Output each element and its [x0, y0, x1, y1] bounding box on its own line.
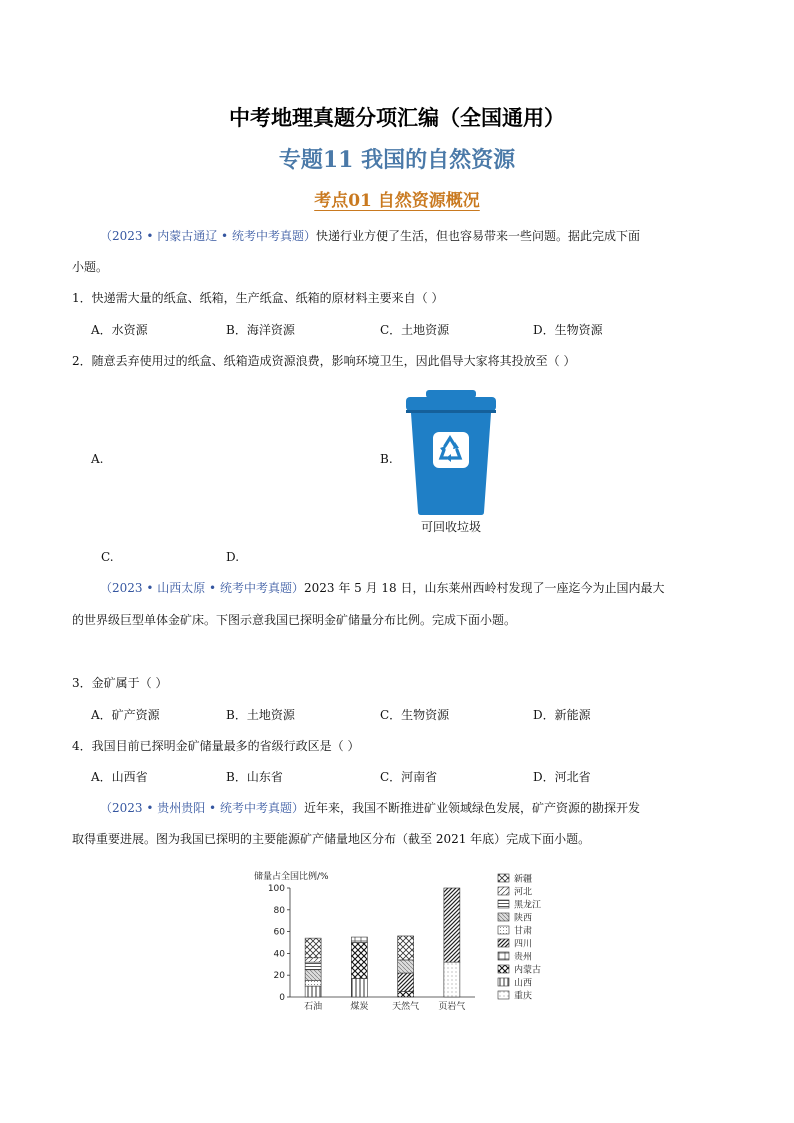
chart-y-axis-label: 储量占全国比例/% — [254, 872, 329, 882]
chart-bar-segment — [398, 960, 414, 973]
question-1-option-c[interactable]: C．土地资源 — [380, 323, 450, 337]
section-title-text: 考点01 自然资源概况 — [314, 191, 480, 211]
chart-y-tick-label: 40 — [273, 949, 285, 960]
page-title: 中考地理真题分项汇编（全国通用） — [229, 106, 565, 130]
question-1-option-a[interactable]: A．水资源 — [91, 323, 148, 337]
chart-legend-swatch — [498, 978, 509, 986]
chart-bar-segment — [398, 973, 414, 992]
question-3-option-c[interactable]: C．生物资源 — [380, 708, 450, 722]
intro2-line2: 的世界级巨型单体金矿床。下图示意我国已探明金矿储量分布比例。完成下面小题。 — [72, 613, 517, 627]
chart-legend-label: 内蒙古 — [514, 965, 542, 976]
chart-legend-swatch — [498, 991, 509, 999]
intro3-source: （2023 • 贵州贵阳 • 统考中考真题） — [100, 801, 304, 815]
recycle-bin-image[interactable] — [404, 388, 498, 534]
chart-bar-segment — [351, 978, 367, 997]
chart-bar-segment — [305, 986, 321, 997]
chart-y-tick-label: 80 — [273, 905, 285, 916]
chart-x-tick-label: 石油 — [304, 1002, 323, 1012]
question-4-option-a[interactable]: A．山西省 — [91, 770, 148, 784]
chart-bar-segment — [351, 937, 367, 942]
question-4-option-c[interactable]: C．河南省 — [380, 770, 438, 784]
question-1-stem: 1．快递需大量的纸盒、纸箱，生产纸盒、纸箱的原材料主要来自（ ） — [72, 291, 444, 305]
question-3-option-a[interactable]: A．矿产资源 — [91, 708, 160, 722]
question-2-option-d[interactable]: D. — [226, 550, 240, 564]
question-2-option-c[interactable]: C. — [101, 550, 114, 564]
chart-legend-label: 黑龙江 — [514, 900, 542, 911]
question-3-option-d[interactable]: D．新能源 — [533, 708, 591, 722]
chart-legend-swatch — [498, 952, 509, 960]
question-1-option-b[interactable]: B．海洋资源 — [226, 323, 295, 337]
chart-bar-segment — [398, 936, 414, 960]
chart-legend-label: 甘肃 — [514, 926, 533, 937]
question-2-stem: 2．随意丢弃使用过的纸盒、纸箱造成资源浪费，影响环境卫生，因此倡导大家将其投放至（ ） — [72, 354, 576, 368]
energy-reserve-chart — [250, 866, 550, 1016]
intro2-line1 — [100, 579, 665, 597]
chart-legend-swatch — [498, 887, 509, 895]
recycle-bin-drawing — [404, 388, 498, 516]
chart-bar-segment — [305, 981, 321, 986]
question-4-stem: 4．我国目前已探明金矿储量最多的省级行政区是（ ） — [72, 739, 360, 753]
section-title — [0, 186, 794, 211]
chart-legend-swatch — [498, 926, 509, 934]
chart-legend-swatch — [498, 900, 509, 908]
chart-bar-segment — [398, 992, 414, 997]
chart-bar-segment — [305, 938, 321, 958]
chart-x-tick-label: 煤炭 — [350, 1002, 369, 1012]
intro1-line2: 小题。 — [72, 260, 109, 274]
chart-y-tick-label: 0 — [279, 993, 285, 1003]
intro3-line1 — [100, 799, 640, 817]
question-3-option-b[interactable]: B．土地资源 — [226, 708, 295, 722]
intro2-source: （2023 • 山西太原 • 统考中考真题） — [100, 581, 304, 595]
chart-legend-label: 重庆 — [514, 991, 533, 1002]
question-3-stem: 3．金矿属于（ ） — [72, 676, 168, 690]
recycle-bin-caption: 可回收垃圾 — [420, 520, 481, 534]
chart-legend-swatch — [498, 913, 509, 921]
question-2-option-b[interactable]: B. — [380, 452, 393, 466]
intro3-line2: 取得重要进展。图为我国已探明的主要能源矿产储量地区分布（截至 2021 年底）完成下面小题。 — [72, 832, 591, 846]
chart-bar-segment — [444, 888, 460, 962]
chart-bar-segment — [351, 943, 367, 979]
chart-bar-segment — [305, 970, 321, 981]
chart-legend-label: 山西 — [514, 978, 533, 989]
intro1-line1 — [100, 227, 640, 245]
chart-legend-swatch — [498, 939, 509, 947]
chart-y-tick-label: 100 — [267, 884, 285, 894]
chart-bar-segment — [444, 962, 460, 997]
chart-bar-segment — [305, 962, 321, 970]
chart-x-tick-label: 页岩气 — [438, 1002, 466, 1012]
question-2-option-a[interactable]: A. — [91, 452, 104, 466]
chart-legend-swatch — [498, 965, 509, 973]
chart-y-tick-label: 60 — [273, 927, 285, 938]
chart-bar-segment — [305, 958, 321, 962]
chart-y-tick-label: 20 — [273, 971, 285, 982]
chart-legend-swatch — [498, 874, 509, 882]
intro2-text: 2023 年 5 月 18 日，山东莱州西岭村发现了一座迄今为止国内最大 — [303, 581, 665, 595]
chart-legend-label: 河北 — [514, 887, 533, 898]
intro1-text: 快递行业方便了生活，但也容易带来一些问题。据此完成下面 — [315, 229, 640, 243]
chart-legend-label: 新疆 — [514, 874, 533, 885]
question-1-option-d[interactable]: D．生物资源 — [533, 323, 603, 337]
chart-x-tick-label: 天然气 — [392, 1002, 420, 1012]
energy-reserve-chart-svg — [250, 866, 550, 1016]
topic-title: 专题11 我国的自然资源 — [278, 147, 516, 173]
intro3-text: 近年来，我国不断推进矿业领域绿色发展，矿产资源的勘探开发 — [303, 801, 640, 815]
intro1-source: （2023 • 内蒙古通辽 • 统考中考真题） — [100, 229, 316, 243]
chart-legend-label: 贵州 — [514, 952, 533, 963]
question-4-option-d[interactable]: D．河北省 — [533, 770, 591, 784]
chart-legend-label: 陕西 — [514, 913, 533, 924]
question-4-option-b[interactable]: B．山东省 — [226, 770, 283, 784]
chart-legend-label: 四川 — [514, 939, 533, 950]
